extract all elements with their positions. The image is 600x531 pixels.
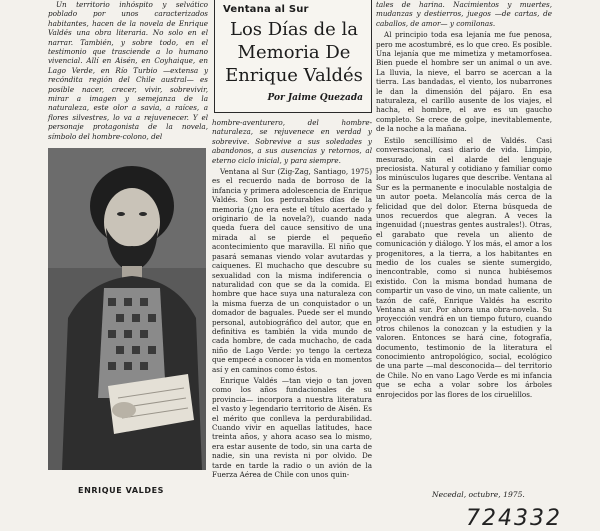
portrait-illustration	[48, 148, 206, 470]
article-column-3	[376, 0, 552, 401]
article-column-2	[212, 118, 372, 481]
column-2-paragraph-3: Enrique Valdés —tan viejo o tan joven como los años fundacionales de su provincia— incorpora a nuestra literatura el vasto y legendario territorio de Aisén. Es el mérito que conlleva la perdurabilidad. Cuando vivir en aquellas latitudes, hace treinta años, y ahora acaso sea lo mismo, era estar ausente de todo, sin una carta de nadie, sin una revista ni por olvido. De tarde en tarde la radio o un avión de la Fuerza Aérea de Chile con unos quin-	[212, 375, 372, 480]
article-dateline: Necedal, octubre, 1975.	[432, 490, 525, 499]
article-column-1	[48, 0, 208, 143]
author-portrait-photo	[48, 148, 206, 470]
photo-caption: ENRIQUE VALDES	[78, 486, 165, 495]
headline-box	[214, 0, 372, 113]
column-1-paragraph: Un territorio inhóspito y selvático poblado por unos caracterizados habitantes, hacen de la novela de Enrique Valdés una obra literaria. No solo en el narrar. También, y sobre todo, en el testimonio que trasciende a lo humano vivencial. Allí en Aisén, en Coyhaique, en Lago Verde, en Río Turbio —extensa y recóndita región del Chile austral— es posible nacer, crecer, vivir, sobrevivir, mirar a imagen y semejanza de la naturaleza, este olor a savia, a raíces, a flores silvestres, lo va a rejuvenecer. Y el personaje protagonista de la novela, símbolo del hombre-colono, del	[48, 0, 208, 141]
column-3-paragraph-3: Estilo sencillísimo el de Valdés. Casi conversacional, casi diario de vida. Limpio, mesurado, sin el alarde del lenguaje preciosista. Natural y cotidiano y familiar como los minúsculos lugares que describe. Ventana al Sur es la permanente e inoculable nostalgia de un autor poeta. Melancolía más cerca de la felicidad que del dolor. Eterna búsqueda de unos recuerdos que alegran. A veces la ingenuidad (¡nuestras gentes australes!). Otras, el garabato que revela un aliento de comunicación y diálogo. Y los más, el amor a los progenitores, a la tierra, a los habitantes en medio de los cuales se siente sumergido, inencontrable, como si nunca hubiésemos existido. Con la misma bondad humana de compartir un vaso de vino, un mate caliente, un tazón de café, Enrique Valdés ha escrito Ventana al sur. Por ahora una obra-novela. Su proyección vendrá en un tiempo futuro, cuando otros chilenos la conozcan y la estudien y la valoren. Entonces se hará cine, fotografía, documento, testimonio de la literatura el conocimiento antropológico, social, ecológico de una parte —mal desconocida— del territorio de Chile. No en vano Lago Verde es mi infancia que se echa a volar sobre los árboles enrojecidos por las flores de los ciruelillos.	[376, 135, 552, 399]
column-3-paragraph-2: Al principio toda esa lejanía me fue penosa, pero me acostumbré, es lo que creo. Es posible. Una lejanía que me mimetiza y metamorfosea. Bien puede el hombre ser un animal o un ave. La lluvia, la nieve, el barro se acercan a la tierra. Las bandadas, el viento, los nubarrones le dan la dimensión del pájaro. En esa naturaleza, el carillo ausente de los viajes, el hacha, el hombre, el ave es un gaucho completo. Se crece de golpe, inevitablemente, de la noche a la mañana.	[376, 30, 552, 134]
column-2-paragraph-1: hombre-aventurero, del hombre-naturaleza, se rejuvenece en verdad y sobrevive. Sobrevive a sus soledades y abandonos, a sus ausencias y retornos, al eterno ciclo inicial, y para siempre.	[212, 118, 372, 165]
section-kicker: Ventana al Sur	[223, 4, 309, 15]
article-headline: Los Días de la Memoria De Enrique Valdés	[225, 19, 363, 86]
column-3-paragraph-1: tales de harina. Nacimientos y muertes, mudanzas y destierros, juegos —de cartas, de caballos, de amor— y comilonas.	[376, 0, 552, 28]
column-2-paragraph-2: Ventana al Sur (Zig-Zag, Santiago, 1975) es el recuerdo nada de borroso de la infancia y primera adolescencia de Enrique Valdés. Son los perdurables días de la memoria (¿no era este el título acertado y originario de la novela?), cuando nada queda fuera del cauce sensitivo de una mirada al se pierde el pequeño acontecimiento que maravilla. El niño que pasará semanas viendo volar avutardas y caiquenes. El muchacho que descubre su sexualidad con la misma indiferencia o naturalidad con que se da la comida. El hombre que hace suya una naturaleza con la misma fuerza de un conquistador o un domador de baguales. Puede ser el mundo personal, autobiográfico del autor, que en definitiva es también la vida mundo de cada hombre, de cada muchacho, de cada niño de Lago Verde: yo tengo la certeza que empecé a conocer la vida en momentos así y en caminos como éstos.	[212, 167, 372, 374]
article-byline: Por Jaime Quezada	[267, 93, 363, 103]
archive-handwritten-number: 724332	[466, 506, 562, 531]
